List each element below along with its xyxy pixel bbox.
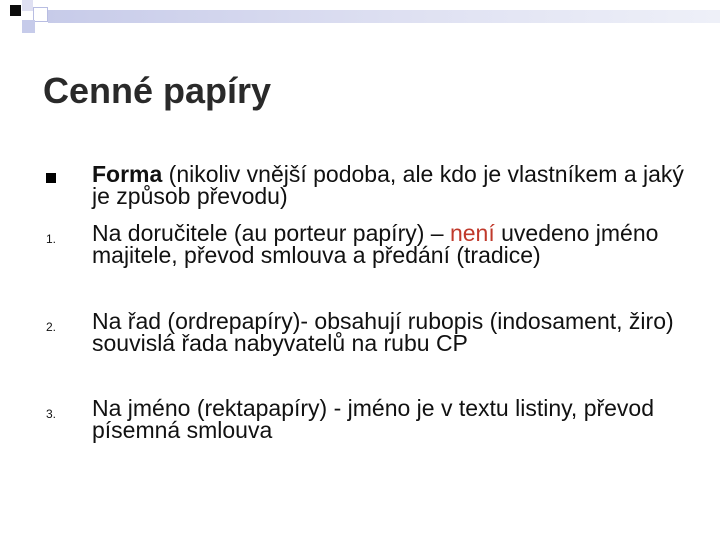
item-text: uvedeno jméno majitele, převod smlouva a předání (tradice) <box>92 220 659 268</box>
square-bullet-icon <box>46 173 56 183</box>
item-bold-term: Forma <box>92 161 163 187</box>
corner-square-dark <box>10 5 21 16</box>
item-text: Na doručitele (au porteur papíry) – <box>92 220 450 246</box>
corner-square-light <box>22 0 33 11</box>
item-text: Na řad (ordrepapíry)- obsahují rubopis (indosament, žiro) souvislá řada nabyvatelů na rubu CP <box>92 308 674 356</box>
item-highlight: není <box>449 220 495 246</box>
corner-square-lavender <box>22 20 35 33</box>
list-marker: 1. <box>46 232 57 246</box>
corner-square-outline <box>33 7 48 22</box>
item-text: Na jméno (rektapapíry) - jméno je v textu listiny, převod písemná smlouva <box>92 395 655 443</box>
list-item-order <box>92 310 692 354</box>
list-marker: 2. <box>46 320 57 334</box>
slide-title: Cenné papíry <box>43 70 272 111</box>
item-text: (nikoliv vnější podoba, ale kdo je vlastníkem a jaký je způsob převodu) <box>92 161 684 209</box>
list-item-name <box>92 397 692 441</box>
top-gradient-band <box>48 10 720 23</box>
list-item-bearer <box>92 222 692 266</box>
list-marker: 3. <box>46 407 57 421</box>
list-item-forma <box>92 163 692 207</box>
